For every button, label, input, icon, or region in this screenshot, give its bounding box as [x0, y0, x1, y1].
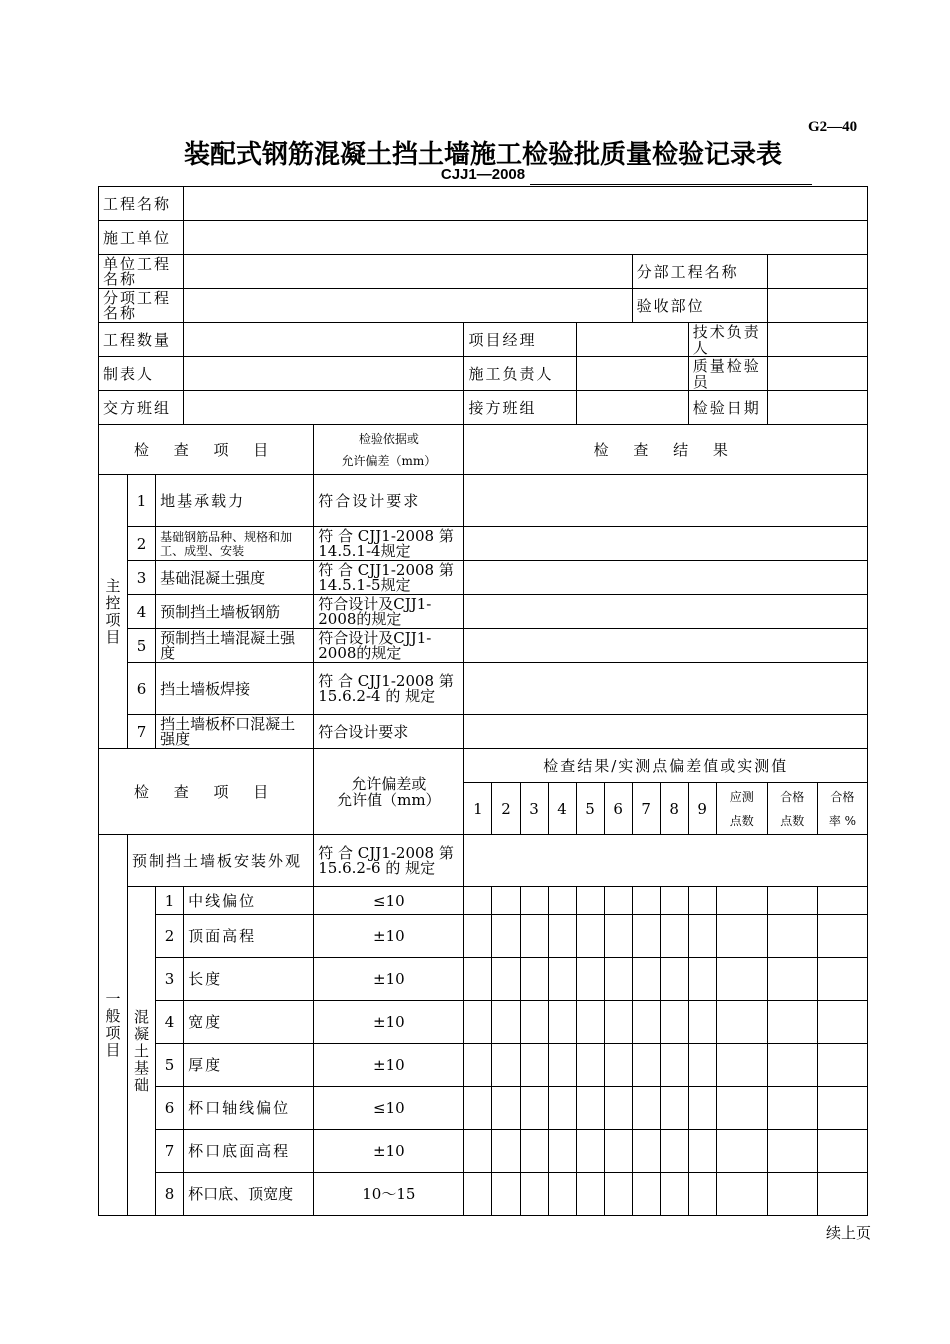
pass-points-cell[interactable] [767, 1044, 817, 1087]
general-item-no: 4 [156, 1001, 184, 1044]
measure-cell[interactable] [632, 1173, 660, 1216]
general-result-header: 检查结果/实测点偏差值或实测值 [464, 749, 868, 783]
project-name-field[interactable] [184, 187, 868, 221]
main-item-basis: 符 合 CJJ1-2008 第14.5.1-5规定 [314, 561, 464, 595]
measure-cell[interactable] [520, 1044, 548, 1087]
measure-cell[interactable] [548, 1044, 576, 1087]
general-allow-header-2: 允许值（mm） [337, 790, 441, 809]
measure-cell[interactable] [548, 915, 576, 958]
tech-lead-label: 技术负责人 [688, 323, 767, 357]
measure-cell[interactable] [520, 887, 548, 915]
should-measure-header [716, 783, 767, 835]
measure-cell[interactable] [688, 958, 716, 1001]
measure-cell[interactable] [604, 1001, 632, 1044]
measure-cell[interactable] [688, 1130, 716, 1173]
main-item-name: 地基承载力 [156, 475, 314, 527]
handover-team-field[interactable] [184, 391, 464, 425]
point-number: 4 [548, 783, 576, 835]
quality-inspector-label: 质量检验员 [688, 357, 767, 391]
measure-cell[interactable] [520, 1001, 548, 1044]
main-item-basis: 符 合 CJJ1-2008 第14.5.1-4规定 [314, 527, 464, 561]
sub-item-name-field[interactable] [184, 289, 633, 323]
appearance-item-basis: 符 合 CJJ1-2008 第 15.6.2-6 的 规定 [314, 835, 464, 887]
point-number: 1 [464, 783, 492, 835]
should-measure-cell[interactable] [716, 1044, 767, 1087]
general-item-no: 2 [156, 915, 184, 958]
appearance-item-name: 预制挡土墙板安装外观 [128, 835, 314, 887]
measure-cell[interactable] [660, 1130, 688, 1173]
pass-points-cell[interactable] [767, 887, 817, 915]
sub-division-name-field[interactable] [767, 255, 867, 289]
pass-rate-cell[interactable] [817, 1173, 867, 1216]
measure-cell[interactable] [576, 1087, 604, 1130]
acceptance-part-label: 验收部位 [632, 289, 767, 323]
inspection-date-label: 检验日期 [688, 391, 767, 425]
main-item-no: 1 [128, 475, 156, 527]
inspection-date-field[interactable] [767, 391, 867, 425]
page-title: 装配式钢筋混凝土挡土墙施工检验批质量检验记录表 [183, 140, 782, 170]
measure-cell[interactable] [520, 1087, 548, 1130]
measure-cell[interactable] [688, 915, 716, 958]
concrete-foundation-label [128, 887, 156, 1216]
pass-rate-cell[interactable] [817, 1087, 867, 1130]
measure-cell[interactable] [464, 1044, 492, 1087]
measure-cell[interactable] [660, 1173, 688, 1216]
general-item-no: 3 [156, 958, 184, 1001]
main-item-no: 2 [128, 527, 156, 561]
measure-cell[interactable] [464, 958, 492, 1001]
pass-rate-2: 率 % [828, 813, 857, 828]
main-item-no: 5 [128, 629, 156, 663]
pass-rate-cell[interactable] [817, 1130, 867, 1173]
group-char: 目 [105, 627, 121, 646]
general-item-no: 6 [156, 1087, 184, 1130]
main-basis-header-2: 允许偏差（mm） [341, 453, 437, 468]
general-item-no: 1 [156, 887, 184, 915]
measure-cell[interactable] [632, 915, 660, 958]
main-item-name: 基础钢筋品种、规格和加工、成型、安装 [156, 527, 314, 561]
measure-cell[interactable] [548, 1001, 576, 1044]
general-item-name: 长度 [184, 958, 314, 1001]
measure-cell[interactable] [548, 958, 576, 1001]
tech-lead-field[interactable] [767, 323, 867, 357]
main-item-result[interactable] [464, 561, 868, 595]
measure-cell[interactable] [576, 958, 604, 1001]
main-item-name: 挡土墙板杯口混凝土强度 [156, 715, 314, 749]
unit-project-name-label: 单位工程名称 [99, 255, 184, 289]
measure-cell[interactable] [632, 958, 660, 1001]
pass-rate-cell[interactable] [817, 1001, 867, 1044]
measure-cell[interactable] [660, 1001, 688, 1044]
general-item-allow: ±10 [314, 1044, 464, 1087]
measure-cell[interactable] [604, 1044, 632, 1087]
general-item-allow: ±10 [314, 915, 464, 958]
general-allow-header [314, 749, 464, 835]
pass-rate-cell[interactable] [817, 887, 867, 915]
project-manager-field[interactable] [576, 323, 688, 357]
pass-rate-cell[interactable] [817, 1044, 867, 1087]
sub-item-name-label: 分项工程名称 [99, 289, 184, 323]
point-number: 6 [604, 783, 632, 835]
measure-cell[interactable] [548, 1130, 576, 1173]
appearance-result[interactable] [464, 835, 868, 887]
general-item-allow: 10～15 [314, 1173, 464, 1216]
general-item-header: 检 查 项 目 [99, 749, 314, 835]
main-basis-header-1: 检验依据或 [358, 431, 419, 446]
should-measure-2: 点数 [729, 813, 754, 828]
main-item-basis: 符合设计及CJJ1-2008的规定 [314, 595, 464, 629]
should-measure-cell[interactable] [716, 915, 767, 958]
general-item-name: 杯口底面高程 [184, 1130, 314, 1173]
general-group-label [99, 835, 128, 1216]
point-number: 7 [632, 783, 660, 835]
measure-cell[interactable] [660, 887, 688, 915]
group-char: 主 [105, 576, 121, 595]
pass-rate-cell[interactable] [817, 915, 867, 958]
measure-cell[interactable] [576, 887, 604, 915]
measure-cell[interactable] [688, 1173, 716, 1216]
inspection-record-table [98, 186, 868, 1216]
measure-cell[interactable] [492, 1130, 520, 1173]
measure-cell[interactable] [604, 1173, 632, 1216]
main-item-basis: 符 合 CJJ1-2008 第 15.6.2-4 的 规定 [314, 663, 464, 715]
quantity-field[interactable] [184, 323, 464, 357]
main-item-no: 3 [128, 561, 156, 595]
measure-cell[interactable] [464, 1130, 492, 1173]
main-control-group-label [99, 475, 128, 749]
main-item-result[interactable] [464, 595, 868, 629]
measure-cell[interactable] [464, 1173, 492, 1216]
measure-cell[interactable] [520, 1173, 548, 1216]
measure-cell[interactable] [660, 915, 688, 958]
measure-cell[interactable] [492, 915, 520, 958]
measure-cell[interactable] [576, 1173, 604, 1216]
pass-points-1: 合格 [780, 789, 805, 804]
group-char: 混 [134, 1007, 150, 1026]
measure-cell[interactable] [492, 958, 520, 1001]
main-item-no: 7 [128, 715, 156, 749]
pass-points-2: 点数 [780, 813, 805, 828]
main-item-basis: 符合设计要求 [314, 475, 464, 527]
group-char: 控 [105, 593, 121, 612]
measure-cell[interactable] [688, 1087, 716, 1130]
general-item-name: 杯口底、顶宽度 [184, 1173, 314, 1216]
group-char: 一 [105, 990, 121, 1008]
measure-cell[interactable] [604, 958, 632, 1001]
measure-cell[interactable] [464, 887, 492, 915]
main-item-result[interactable] [464, 715, 868, 749]
group-char: 础 [134, 1075, 150, 1094]
measure-cell[interactable] [576, 1001, 604, 1044]
group-char: 目 [105, 1041, 121, 1059]
receiving-team-field[interactable] [576, 391, 688, 425]
general-item-name: 杯口轴线偏位 [184, 1087, 314, 1130]
main-item-name: 预制挡土墙板钢筋 [156, 595, 314, 629]
measure-cell[interactable] [548, 1173, 576, 1216]
measure-cell[interactable] [632, 1044, 660, 1087]
should-measure-cell[interactable] [716, 1001, 767, 1044]
measure-cell[interactable] [520, 958, 548, 1001]
quality-inspector-field[interactable] [767, 357, 867, 391]
general-item-name: 宽度 [184, 1001, 314, 1044]
measure-cell[interactable] [520, 1130, 548, 1173]
sub-division-name-label: 分部工程名称 [632, 255, 767, 289]
tabulator-field[interactable] [184, 357, 464, 391]
pass-rate-1: 合格 [830, 789, 855, 804]
main-item-basis: 符合设计及CJJ1-2008的规定 [314, 629, 464, 663]
main-item-header: 检 查 项 目 [99, 425, 314, 475]
measure-cell[interactable] [520, 915, 548, 958]
measure-cell[interactable] [632, 1130, 660, 1173]
main-item-no: 4 [128, 595, 156, 629]
measure-cell[interactable] [660, 1087, 688, 1130]
measure-cell[interactable] [688, 887, 716, 915]
measure-cell[interactable] [492, 1173, 520, 1216]
general-item-name: 中线偏位 [184, 887, 314, 915]
general-item-allow: ≤10 [314, 1087, 464, 1130]
group-char: 基 [134, 1058, 150, 1077]
measure-cell[interactable] [632, 887, 660, 915]
pass-points-cell[interactable] [767, 958, 817, 1001]
measure-cell[interactable] [660, 958, 688, 1001]
form-code: G2—40 [808, 119, 858, 135]
pass-points-header [767, 783, 817, 835]
measure-cell[interactable] [464, 1001, 492, 1044]
project-name-label: 工程名称 [99, 187, 184, 221]
main-item-result[interactable] [464, 629, 868, 663]
pass-points-cell[interactable] [767, 915, 817, 958]
measure-cell[interactable] [604, 1130, 632, 1173]
main-item-name: 挡土墙板焊接 [156, 663, 314, 715]
measure-cell[interactable] [576, 915, 604, 958]
pass-points-cell[interactable] [767, 1173, 817, 1216]
pass-points-cell[interactable] [767, 1130, 817, 1173]
measure-cell[interactable] [604, 915, 632, 958]
main-item-result[interactable] [464, 663, 868, 715]
measure-cell[interactable] [464, 915, 492, 958]
project-manager-label: 项目经理 [464, 323, 576, 357]
general-item-no: 8 [156, 1173, 184, 1216]
main-item-result[interactable] [464, 475, 868, 527]
measure-cell[interactable] [548, 1087, 576, 1130]
measure-cell[interactable] [492, 1001, 520, 1044]
main-result-header: 检 查 结 果 [464, 425, 868, 475]
pass-points-cell[interactable] [767, 1001, 817, 1044]
main-basis-header [314, 425, 464, 475]
measure-cell[interactable] [632, 1001, 660, 1044]
receiving-team-label: 接方班组 [464, 391, 576, 425]
general-item-allow: ≤10 [314, 887, 464, 915]
group-char: 般 [105, 1007, 121, 1025]
group-char: 凝 [134, 1024, 150, 1043]
measure-cell[interactable] [576, 1130, 604, 1173]
should-measure-cell[interactable] [716, 958, 767, 1001]
group-char: 土 [134, 1041, 150, 1060]
pass-rate-header [817, 783, 867, 835]
general-item-allow: ±10 [314, 1130, 464, 1173]
measure-cell[interactable] [576, 1044, 604, 1087]
continued-note: 续上页 [826, 1224, 872, 1242]
point-number: 9 [688, 783, 716, 835]
standard-underline [530, 184, 812, 185]
construction-lead-label: 施工负责人 [464, 357, 576, 391]
construction-lead-field[interactable] [576, 357, 688, 391]
group-char: 项 [105, 1024, 121, 1042]
measure-cell[interactable] [660, 1044, 688, 1087]
should-measure-cell[interactable] [716, 1087, 767, 1130]
should-measure-cell[interactable] [716, 1173, 767, 1216]
general-item-allow: ±10 [314, 1001, 464, 1044]
construction-unit-field[interactable] [184, 221, 868, 255]
point-number: 5 [576, 783, 604, 835]
handover-team-label: 交方班组 [99, 391, 184, 425]
general-item-no: 7 [156, 1130, 184, 1173]
acceptance-part-field[interactable] [767, 289, 867, 323]
general-item-name: 厚度 [184, 1044, 314, 1087]
measure-cell[interactable] [492, 1044, 520, 1087]
general-item-name: 顶面高程 [184, 915, 314, 958]
should-measure-1: 应测 [729, 789, 754, 804]
point-number: 3 [520, 783, 548, 835]
general-allow-header-1: 允许偏差或 [351, 774, 427, 793]
construction-unit-label: 施工单位 [99, 221, 184, 255]
should-measure-cell[interactable] [716, 887, 767, 915]
main-item-result[interactable] [464, 527, 868, 561]
main-item-basis: 符合设计要求 [314, 715, 464, 749]
general-item-no: 5 [156, 1044, 184, 1087]
measure-cell[interactable] [464, 1087, 492, 1130]
group-char: 项 [105, 610, 121, 629]
measure-cell[interactable] [604, 1087, 632, 1130]
measure-cell[interactable] [688, 1001, 716, 1044]
point-number: 8 [660, 783, 688, 835]
quantity-label: 工程数量 [99, 323, 184, 357]
measure-cell[interactable] [632, 1087, 660, 1130]
main-item-name: 基础混凝土强度 [156, 561, 314, 595]
should-measure-cell[interactable] [716, 1130, 767, 1173]
general-item-allow: ±10 [314, 958, 464, 1001]
main-item-no: 6 [128, 663, 156, 715]
main-item-name: 预制挡土墙混凝土强度 [156, 629, 314, 663]
measure-cell[interactable] [548, 887, 576, 915]
measure-cell[interactable] [492, 1087, 520, 1130]
measure-cell[interactable] [492, 887, 520, 915]
measure-cell[interactable] [604, 887, 632, 915]
pass-points-cell[interactable] [767, 1087, 817, 1130]
point-number: 2 [492, 783, 520, 835]
measure-cell[interactable] [688, 1044, 716, 1087]
tabulator-label: 制表人 [99, 357, 184, 391]
standard-code: CJJ1—2008 [440, 166, 526, 183]
pass-rate-cell[interactable] [817, 958, 867, 1001]
unit-project-name-field[interactable] [184, 255, 633, 289]
